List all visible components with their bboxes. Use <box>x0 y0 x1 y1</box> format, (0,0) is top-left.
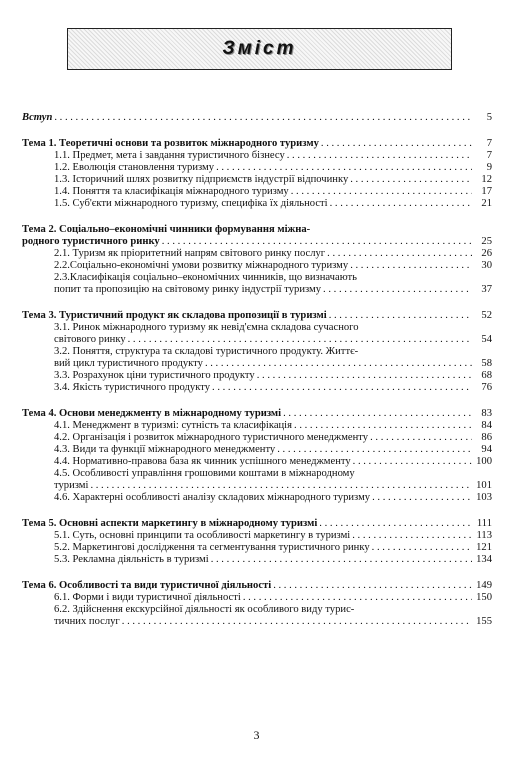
leader-dots <box>370 432 472 444</box>
toc-entry-page: 86 <box>481 432 492 443</box>
toc-entry-2-1[interactable] <box>22 248 492 260</box>
toc-entry-label: 3.3. Розрахунок ціни туристичного продукту <box>54 370 255 381</box>
leader-dots <box>350 174 472 186</box>
toc-entry-1-4[interactable] <box>22 186 492 198</box>
toc-entry-label: Тема 3. Туристичний продукт як складова пропозиції в туризмі <box>22 310 327 321</box>
toc-entry-4-5-line-1[interactable] <box>22 468 492 480</box>
toc-topic-2-line-2[interactable] <box>22 236 492 248</box>
toc-entry-2-3-line-1[interactable] <box>22 272 492 284</box>
toc-entry-page: 149 <box>476 580 492 591</box>
leader-dots <box>283 408 472 420</box>
toc-entry-label: 1.4. Поняття та класифікація міжнародного туризму <box>54 186 289 197</box>
toc-entry-label: 5.3. Рекламна діяльність в туризмі <box>54 554 209 565</box>
toc-entry-6-2-line-1[interactable] <box>22 604 492 616</box>
toc-entry-page: 25 <box>481 236 492 247</box>
toc-entry-4-4[interactable] <box>22 456 492 468</box>
toc-entry-3-1-line-1[interactable] <box>22 322 492 334</box>
toc-entry-4-1[interactable] <box>22 420 492 432</box>
toc-entry-label: Вступ <box>22 112 53 123</box>
leader-dots <box>211 554 472 566</box>
toc-entry-1-1[interactable] <box>22 150 492 162</box>
toc-entry-4-6[interactable] <box>22 492 492 504</box>
toc-entry-label: Тема 6. Особливості та види туристичної діяльності <box>22 580 272 591</box>
leader-dots <box>352 530 472 542</box>
toc-entry-label: 1.1. Предмет, мета і завдання туристичного бізнесу <box>54 150 285 161</box>
toc-entry-label: туризмі <box>54 480 89 491</box>
toc-entry-page: 84 <box>481 420 492 431</box>
leader-dots <box>243 592 472 604</box>
leader-dots <box>122 616 472 628</box>
toc-entry-page: 5 <box>486 112 492 123</box>
toc-entry-page: 83 <box>481 408 492 419</box>
toc-entry-label: тичних послуг <box>54 616 120 627</box>
leader-dots <box>353 456 472 468</box>
toc-topic-5[interactable] <box>22 518 492 530</box>
leader-dots <box>216 162 472 174</box>
toc-entry-page: 134 <box>476 554 492 565</box>
leader-dots <box>54 112 472 124</box>
leader-dots <box>277 444 472 456</box>
toc-entry-page: 111 <box>476 518 492 529</box>
toc-entry-label: 3.1. Ринок міжнародного туризму як невід'ємна складова сучасного <box>54 322 359 333</box>
toc-entry-label: 2.2.Соціально-економічні умови розвитку міжнародного туризму <box>54 260 349 271</box>
toc-entry-5-1[interactable] <box>22 530 492 542</box>
contents-title: Зміст <box>222 38 297 59</box>
toc-entry-page: 100 <box>476 456 492 467</box>
toc-entry-page: 9 <box>486 162 492 173</box>
toc-entry-label: Тема 1. Теоретичні основи та розвиток міжнародного туризму <box>22 138 319 149</box>
leader-dots <box>128 334 472 346</box>
toc-entry-label: 4.6. Характерні особливості аналізу складових міжнародного туризму <box>54 492 371 503</box>
toc-entry-page: 121 <box>476 542 492 553</box>
toc-entry-page: 76 <box>481 382 492 393</box>
leader-dots <box>323 284 472 296</box>
toc-topic-1[interactable] <box>22 138 492 150</box>
leader-dots <box>287 150 472 162</box>
toc-entry-page: 58 <box>481 358 492 369</box>
leader-dots <box>273 580 472 592</box>
toc-entry-page: 17 <box>481 186 492 197</box>
leader-dots <box>330 198 472 210</box>
toc-entry-page: 7 <box>486 150 492 161</box>
toc-entry-page: 12 <box>481 174 492 185</box>
toc-entry-page: 155 <box>476 616 492 627</box>
toc-entry-label: 1.2. Еволюція становлення туризму <box>54 162 215 173</box>
leader-dots <box>257 370 472 382</box>
toc-entry-label: 4.1. Менеджмент в туризмі: сутність та класифікація <box>54 420 293 431</box>
toc-entry-page: 37 <box>481 284 492 295</box>
toc-entry-4-3[interactable] <box>22 444 492 456</box>
toc-entry-label: 1.5. Суб'єкти міжнародного туризму, специфіка їх діяльності <box>54 198 328 209</box>
toc-entry-page: 26 <box>481 248 492 259</box>
toc-entry-label: попит та пропозицію на світовому ринку індустрії туризму <box>54 284 322 295</box>
leader-dots <box>350 260 472 272</box>
toc-entry-page: 94 <box>481 444 492 455</box>
toc-entry-page: 150 <box>476 592 492 603</box>
toc-entry-page: 113 <box>476 530 492 541</box>
toc-entry-label: 3.4. Якість туристичного продукту <box>54 382 211 393</box>
leader-dots <box>319 518 472 530</box>
toc-entry-label: 4.3. Види та функції міжнародного менеджменту <box>54 444 276 455</box>
toc-entry-intro[interactable] <box>22 112 492 124</box>
toc-entry-page: 30 <box>481 260 492 271</box>
toc-entry-page: 101 <box>476 480 492 491</box>
leader-dots <box>205 358 472 370</box>
toc-entry-label: 6.2. Здійснення екскурсійної діяльності як особливого виду турис- <box>54 604 355 615</box>
toc-entry-5-3[interactable] <box>22 554 492 566</box>
toc-entry-label: 2.1. Туризм як пріоритетний напрям світового ринку послуг <box>54 248 326 259</box>
toc-entry-2-3-line-2[interactable] <box>22 284 492 296</box>
leader-dots <box>372 542 472 554</box>
toc-entry-page: 103 <box>476 492 492 503</box>
toc-topic-3[interactable] <box>22 310 492 322</box>
toc-entry-4-5-line-2[interactable] <box>22 480 492 492</box>
leader-dots <box>327 248 472 260</box>
toc-entry-page: 68 <box>481 370 492 381</box>
leader-dots <box>372 492 472 504</box>
toc-entry-label: 6.1. Форми і види туристичної діяльності <box>54 592 241 603</box>
toc-entry-label: 4.2. Організація і розвиток міжнародного туристичного менеджменту <box>54 432 369 443</box>
toc-topic-6[interactable] <box>22 580 492 592</box>
toc-entry-3-3[interactable] <box>22 370 492 382</box>
toc-entry-label: 4.4. Нормативно-правова база як чинник успішного менеджменту <box>54 456 351 467</box>
toc-entry-label: вий цикл туристичного продукту <box>54 358 203 369</box>
toc-entry-label: родного туристичного ринку <box>22 236 160 247</box>
toc-entry-label: Тема 4. Основи менеджменту в міжнародному туризмі <box>22 408 282 419</box>
table-of-contents <box>22 112 492 628</box>
toc-entry-label: світового ринку <box>54 334 126 345</box>
leader-dots <box>329 310 472 322</box>
contents-title-box <box>67 28 452 70</box>
toc-entry-label: Тема 5. Основні аспекти маркетингу в міжнародному туризмі <box>22 518 318 529</box>
toc-entry-3-2-line-2[interactable] <box>22 358 492 370</box>
leader-dots <box>162 236 472 248</box>
toc-entry-label: 2.3.Класифікація соціально–економічних чинників, що визначають <box>54 272 357 283</box>
toc-entry-1-2[interactable] <box>22 162 492 174</box>
toc-entry-6-2-line-2[interactable] <box>22 616 492 628</box>
leader-dots <box>90 480 472 492</box>
page-number: 3 <box>253 728 260 742</box>
leader-dots <box>294 420 472 432</box>
toc-entry-3-4[interactable] <box>22 382 492 394</box>
toc-entry-page: 52 <box>481 310 492 321</box>
toc-entry-page: 54 <box>481 334 492 345</box>
toc-entry-label: 1.3. Історичний шлях розвитку підприємств індустрії відпочинку <box>54 174 349 185</box>
toc-entry-6-1[interactable] <box>22 592 492 604</box>
toc-entry-label: Тема 2. Соціально–економічні чинники формування міжна- <box>22 224 311 235</box>
toc-entry-label: 5.1. Суть, основні принципи та особливості маркетингу в туризмі <box>54 530 351 541</box>
leader-dots <box>212 382 472 394</box>
toc-topic-4[interactable] <box>22 408 492 420</box>
leader-dots <box>291 186 472 198</box>
toc-entry-label: 4.5. Особливості управління грошовими коштами в міжнародному <box>54 468 355 479</box>
toc-topic-2-line-1[interactable] <box>22 224 492 236</box>
toc-entry-5-2[interactable] <box>22 542 492 554</box>
toc-entry-3-1-line-2[interactable] <box>22 334 492 346</box>
toc-entry-page: 7 <box>486 138 492 149</box>
toc-entry-label: 3.2. Поняття, структура та складові туристичного продукту. Життє- <box>54 346 359 357</box>
leader-dots <box>321 138 472 150</box>
toc-entry-1-3[interactable] <box>22 174 492 186</box>
toc-entry-1-5[interactable] <box>22 198 492 210</box>
toc-entry-label: 5.2. Маркетингові дослідження та сегментування туристичного ринку <box>54 542 370 553</box>
toc-entry-page: 21 <box>481 198 492 209</box>
toc-entry-3-2-line-1[interactable] <box>22 346 492 358</box>
toc-entry-2-2[interactable] <box>22 260 492 272</box>
toc-entry-4-2[interactable] <box>22 432 492 444</box>
